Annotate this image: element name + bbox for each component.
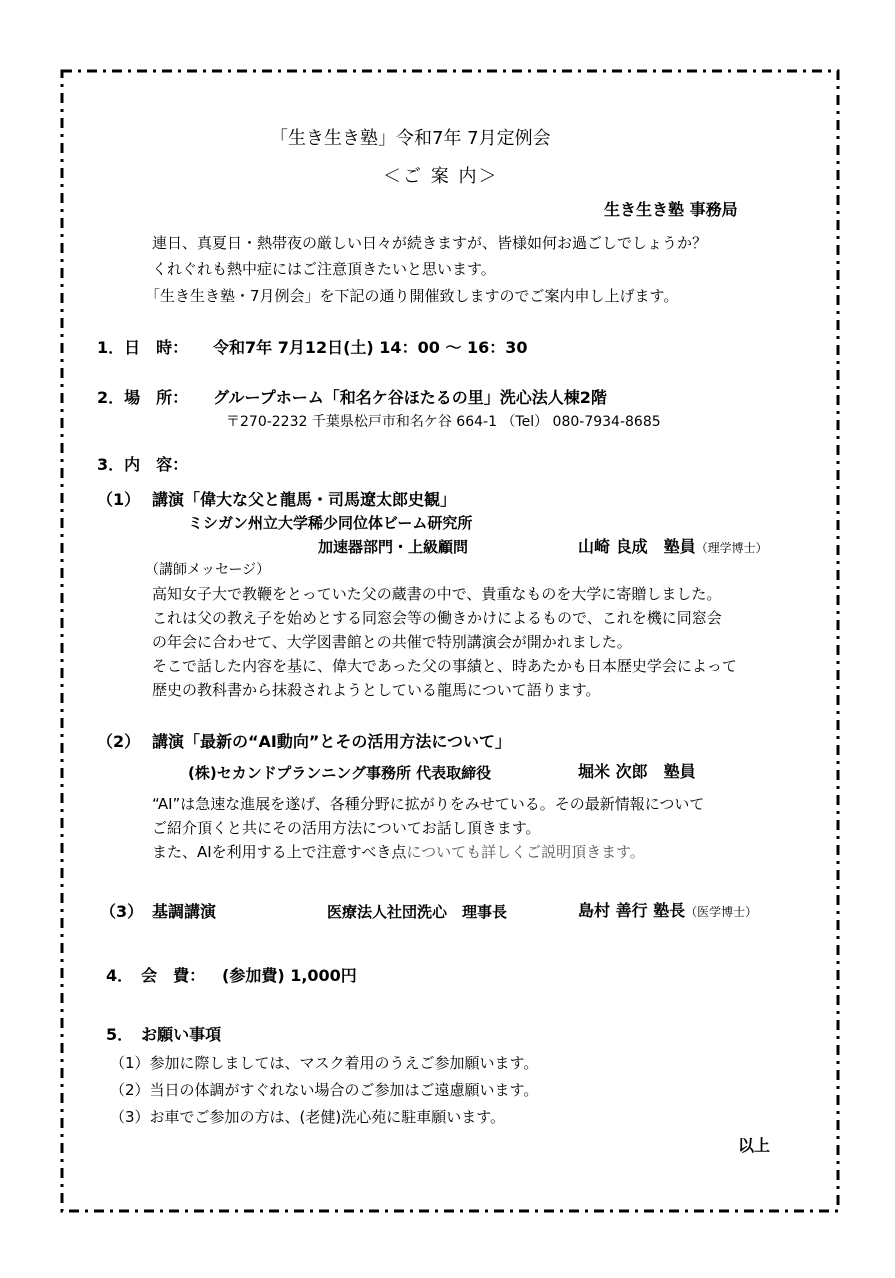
section-fee-value: (参加費) 1,000円 [222, 966, 357, 985]
talk1-title: 講演「偉大な父と龍馬・司馬遼太郎史観」 [152, 490, 457, 509]
section-date-label: 1．日 時： [97, 338, 189, 357]
section-requests-label: 5． お願い事項 [106, 1025, 222, 1044]
talk1-message-label: （講師メッセージ） [145, 562, 271, 578]
talk2-description-line-2: ご紹介頂くと共にその活用方法についてお話し頂きます。 [152, 819, 541, 837]
talk3-number: （3） [100, 902, 144, 921]
talk1-speaker-degree: （理学博士） [695, 541, 768, 555]
talk3-affiliation: 医療法人社団洗心 理事長 [327, 903, 508, 921]
talk1-message-line-1: 高知女子大で教鞭をとっていた父の蔵書の中で、貴重なものを大学に寄贈しました。 [152, 585, 722, 603]
talk1-message-line-3: の年会に合わせて、大学図書館との共催で特別講演会が開かれました。 [152, 633, 632, 651]
talk2-description-line-3 [152, 843, 645, 861]
request-item-2: （2）当日の体調がすぐれない場合のご参加はご遠慮願います。 [110, 1081, 539, 1099]
section-content-label: 3．内 容： [97, 455, 189, 474]
talk2-title: 講演「最新の“AI動向”とその活用方法について」 [152, 732, 512, 751]
talk2-speaker: 堀米 次郎 塾員 [578, 762, 696, 781]
section-venue-value: グループホーム「和名ケ谷ほたるの里」洗心法人棟2階 [213, 388, 607, 407]
intro-line-1: 連日、真夏日・熱帯夜の厳しい日々が続きますが、皆様如何お過ごしでしょうか？ [152, 234, 708, 252]
talk3-speaker-name: 島村 善行 塾長 [578, 901, 686, 920]
document-title: 「生き生き塾」令和7年 7月定例会 [270, 128, 551, 149]
talk2-number: （2） [97, 732, 141, 751]
intro-line-3: 「生き生き塾・7月例会」を下記の通り開催致しますのでご案内申し上げます。 [145, 287, 679, 305]
section-date-value: 令和7年 7月12日(土) 14：00 ～ 16：30 [213, 338, 528, 357]
talk2-description-line-1: “AI”は急速な進展を遂げ、各種分野に拡がりをみせている。その最新情報について [152, 795, 705, 813]
talk3-speaker-degree: （医学博士） [685, 905, 758, 919]
intro-line-2: くれぐれも熱中症にはご注意頂きたいと思います。 [152, 260, 496, 278]
talk2-description-line-3b: についても詳しくご説明頂きます。 [406, 843, 645, 861]
closing-mark: 以上 [738, 1136, 771, 1155]
talk1-speaker-name: 山崎 良成 塾員 [578, 537, 696, 556]
section-venue-label: 2．場 所： [97, 388, 189, 407]
talk1-message-line-4: そこで話した内容を基に、偉大であった父の事績と、時あたかも日本歴史学会によって [152, 657, 737, 675]
talk1-message-line-5: 歴史の教科書から抹殺されようとしている龍馬について語ります。 [152, 681, 601, 699]
talk1-affiliation-1: ミシガン州立大学稀少同位体ビーム研究所 [188, 514, 473, 532]
venue-address: 〒270-2232 千葉県松戸市和名ケ谷 664-1 （Tel） 080-7934-8685 [226, 414, 661, 430]
talk1-affiliation-2: 加速器部門・上級顧問 [318, 538, 469, 556]
organizer: 生き生き塾 事務局 [604, 200, 738, 219]
talk2-affiliation: (株)セカンドプランニング事務所 代表取締役 [188, 764, 492, 782]
document-subtitle: ＜ご 案 内＞ [383, 166, 499, 187]
talk1-number: （1） [97, 490, 141, 509]
talk3-title: 基調講演 [152, 902, 217, 921]
section-fee-label: 4． 会 費： [106, 966, 206, 985]
request-item-3: （3）お車でご参加の方は、(老健)洗心苑に駐車願います。 [110, 1108, 506, 1126]
request-item-1: （1）参加に際しましては、マスク着用のうえご参加願います。 [110, 1054, 539, 1072]
talk3-speaker [578, 901, 757, 920]
talk2-description-line-3a: また、AIを利用する上で注意すべき点 [152, 843, 407, 861]
talk1-message-line-2: これは父の教え子を始めとする同窓会等の働きかけによるもので、これを機に同窓会 [152, 609, 722, 627]
talk1-speaker [578, 537, 768, 556]
